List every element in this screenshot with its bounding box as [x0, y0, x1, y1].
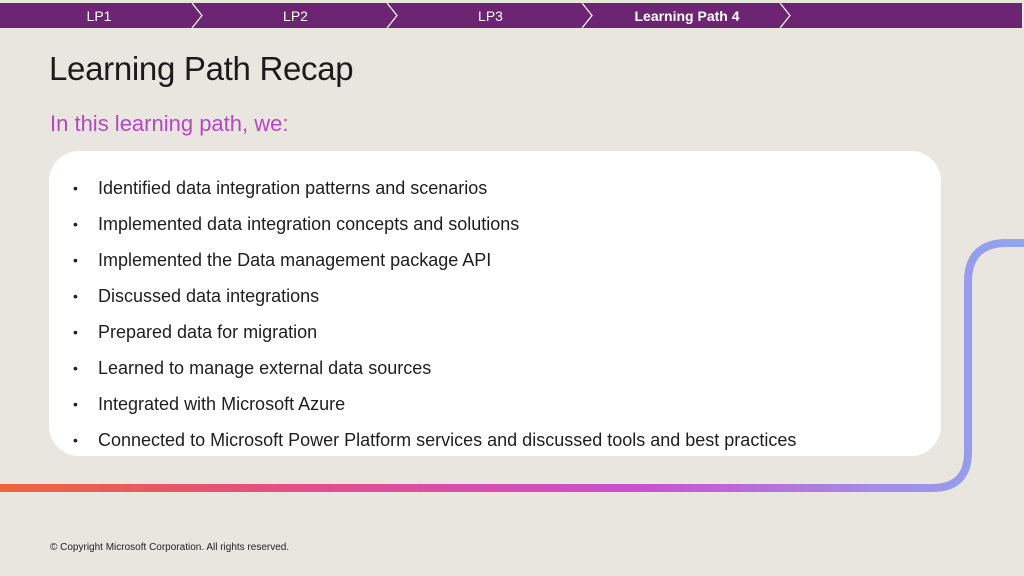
list-item: [49, 278, 941, 314]
bullet-icon: •: [73, 360, 78, 376]
bullet-icon: •: [73, 216, 78, 232]
recap-list: [49, 151, 941, 458]
list-item-text: Implemented the Data management package API: [98, 250, 492, 270]
list-item: [49, 314, 941, 350]
chevron-right-icon: [778, 3, 792, 28]
list-item-text: Identified data integration patterns and scenarios: [98, 178, 488, 198]
page-title: Learning Path Recap: [49, 50, 354, 87]
list-item: [49, 386, 941, 422]
chevron-right-icon: [385, 3, 399, 28]
list-item-text: Implemented data integration concepts and solutions: [98, 214, 520, 234]
chevron-right-icon: [580, 3, 594, 28]
nav-step-label: LP1: [86, 7, 112, 24]
list-item-text: Prepared data for migration: [98, 322, 318, 342]
page-subtitle: In this learning path, we:: [50, 111, 289, 136]
list-item: [49, 242, 941, 278]
list-item-text: Connected to Microsoft Power Platform services and discussed tools and best practices: [98, 430, 797, 450]
list-item-text: Learned to manage external data sources: [98, 358, 432, 378]
list-item-text: Discussed data integrations: [98, 286, 320, 306]
recap-card: [49, 151, 941, 456]
copyright-footer: © Copyright Microsoft Corporation. All rights reserved.: [50, 542, 290, 553]
bullet-icon: •: [73, 432, 78, 448]
bullet-icon: •: [73, 180, 78, 196]
nav-step-label: LP3: [478, 7, 503, 24]
list-item: [49, 170, 941, 206]
bullet-icon: •: [73, 288, 78, 304]
list-item-text: Integrated with Microsoft Azure: [98, 394, 346, 414]
list-item: [49, 206, 941, 242]
bullet-icon: •: [73, 252, 78, 268]
bullet-icon: •: [73, 324, 78, 340]
list-item: [49, 350, 941, 386]
nav-step-label: Learning Path 4: [634, 7, 740, 24]
chevron-right-icon: [190, 3, 204, 28]
list-item: [49, 422, 941, 458]
nav-step-label: LP2: [283, 7, 308, 24]
bullet-icon: •: [73, 396, 78, 412]
